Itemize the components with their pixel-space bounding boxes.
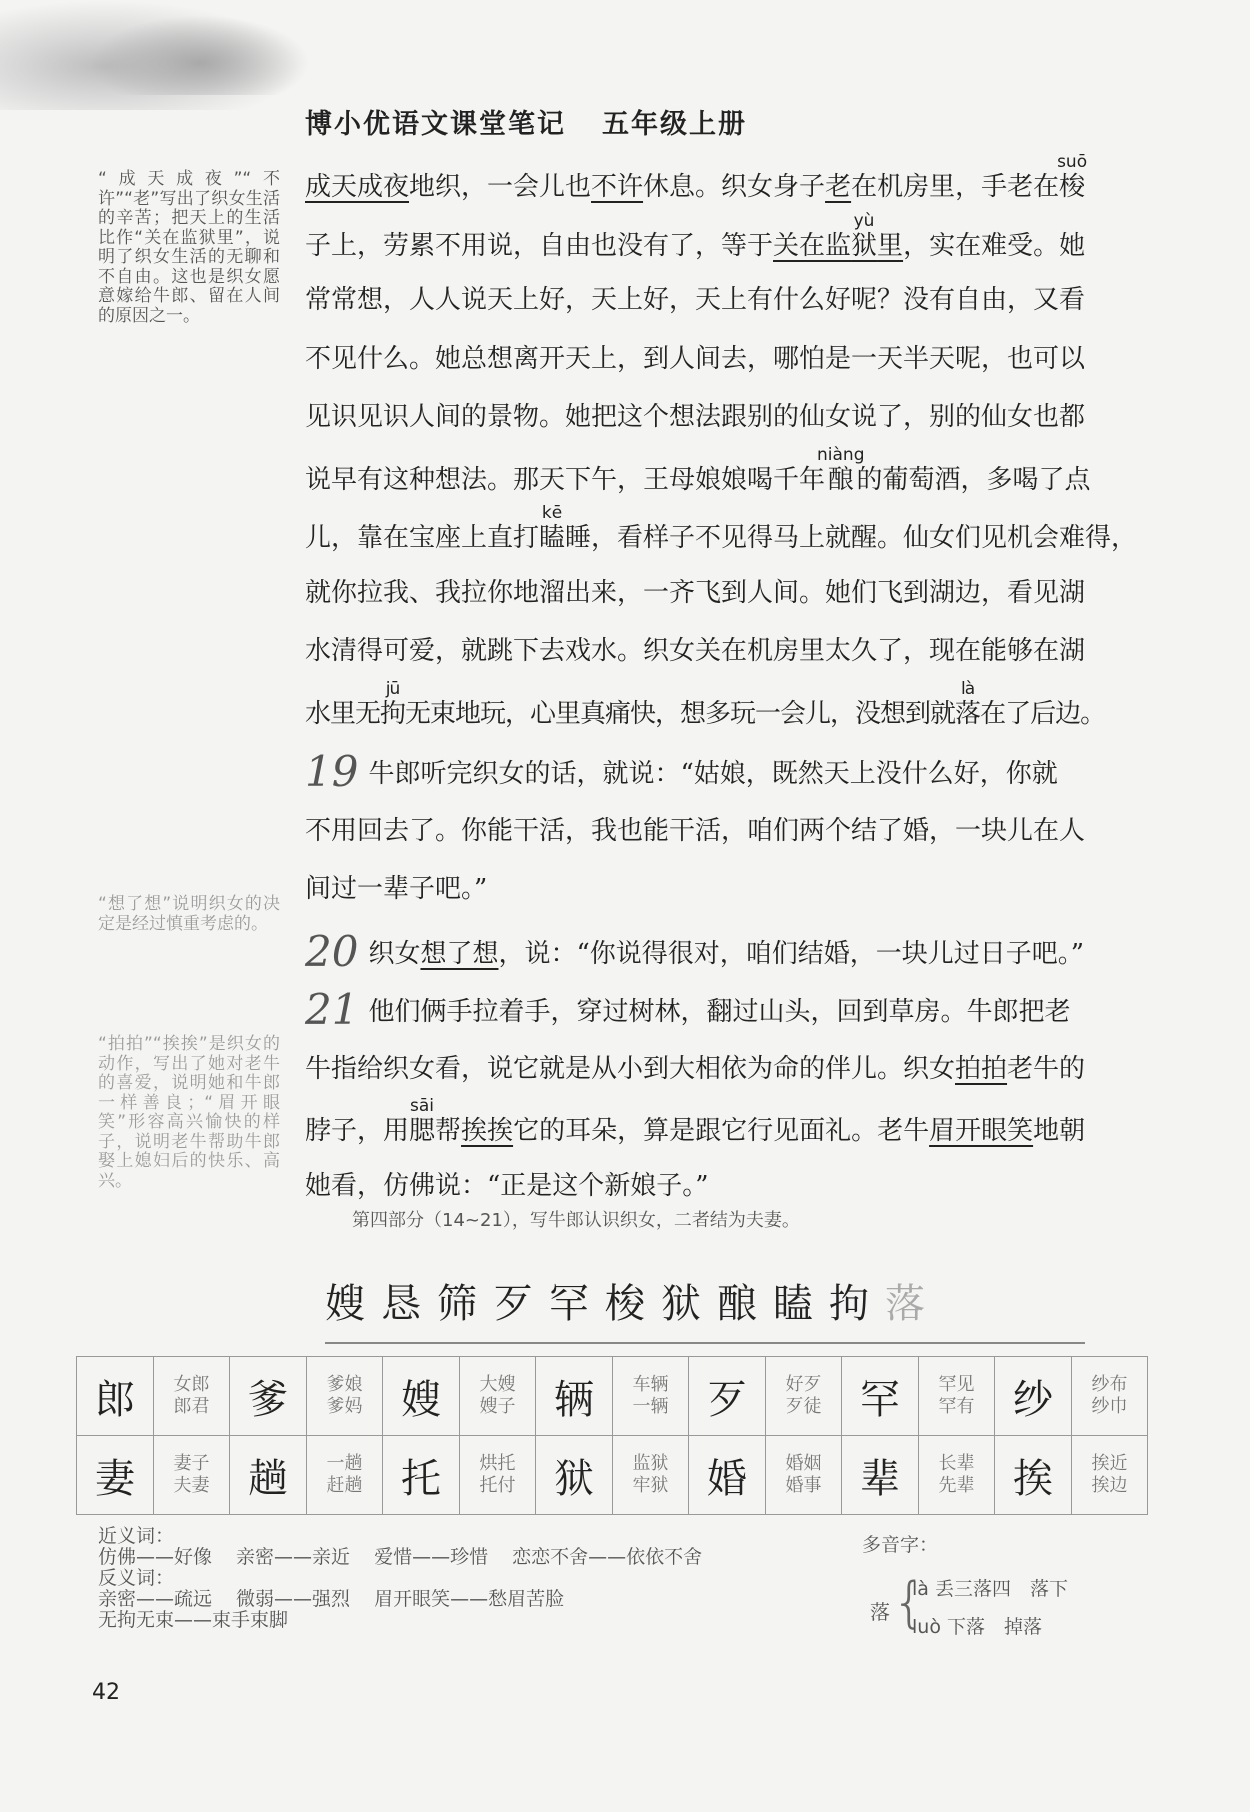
- grid-words: 车辆 一辆: [613, 1357, 689, 1436]
- antonym-list: 无拘无束——束手束脚: [98, 1609, 289, 1631]
- grid-char: 纱: [995, 1357, 1072, 1436]
- text-line: 见识见识人间的景物。她把这个想法跟别的仙女说了，别的仙女也都: [305, 402, 1086, 432]
- text-run: 它的耳朵，算是跟它行见面礼。老牛: [513, 1116, 930, 1146]
- text-line: 她看，仿佛说：“正是这个新娘子。”: [305, 1170, 709, 1201]
- text-line: [305, 444, 1145, 506]
- synonym-list: 仿佛——好像 亲密——亲近 爱惜——珍惜 恋恋不舍——依依不舍: [98, 1546, 703, 1568]
- text-run: 说早有这种想法。那天下午，王母娘娘喝千年: [305, 464, 826, 495]
- text-run: 睡，看样子不见得马上就醒。仙女们见机会难得，: [565, 523, 1138, 553]
- text-line: [305, 1098, 1145, 1157]
- paragraph-number: 21: [305, 985, 359, 1034]
- pinyin-char: 梭suō: [1057, 152, 1088, 202]
- paragraph-20: [305, 923, 1145, 982]
- text-run: 儿，靠在宝座上直打: [305, 523, 540, 553]
- grid-char: 狱: [536, 1436, 613, 1515]
- grid-char: 妻: [77, 1436, 154, 1515]
- synonym-title: 近义词：: [98, 1525, 175, 1547]
- antonym-title: 反义词：: [98, 1567, 175, 1589]
- char: 酿: [717, 1281, 773, 1327]
- text-run: 地织，一会儿也: [409, 172, 592, 202]
- grid-words: 监狱 牢狱: [613, 1436, 689, 1515]
- section-summary: 第四部分（14~21），写牛郎认识织女，二者结为夫妻。: [352, 1210, 800, 1231]
- text-run: 休息。织女身子: [643, 172, 826, 202]
- grid-words: 好歹 歹徒: [766, 1357, 842, 1436]
- text-line: [305, 678, 1145, 740]
- text-run: 牛郎听完织女的话，就说：“姑娘，既然天上没什么好，你就: [368, 759, 1058, 789]
- grid-row: [77, 1357, 1148, 1436]
- text-run: 无束地玩，心里真痛快，想多玩一会儿，没想到就: [405, 698, 956, 729]
- text-run: 老牛的: [1007, 1053, 1086, 1084]
- pinyin-char: 腮sāi: [409, 1096, 436, 1146]
- text-line: [305, 505, 1145, 564]
- grid-words: 纱布 纱巾: [1072, 1357, 1148, 1436]
- pinyin-char: 瞌kē: [539, 503, 566, 553]
- char: 罕: [549, 1281, 605, 1327]
- grid-char: 歹: [689, 1357, 766, 1436]
- text-run: ，说：“你说得很对，咱们结婚，一块儿过日子吧。”: [498, 938, 1085, 969]
- text-line: [305, 1040, 1145, 1099]
- grid-char: 嫂: [383, 1357, 460, 1436]
- char: 落: [885, 1281, 941, 1327]
- grid-words: 长辈 先辈: [919, 1436, 995, 1515]
- book-title: 博小优语文课堂笔记: [305, 109, 566, 140]
- text-line: 就你拉我、我拉你地溜出来，一齐飞到人间。她们飞到湖边，看见湖: [305, 577, 1086, 608]
- grid-char: 罕: [842, 1357, 919, 1436]
- pinyin-char: 落là: [955, 678, 981, 729]
- text-line: 间过一辈子吧。”: [305, 874, 488, 904]
- text-run: 在机房里，手老在: [851, 172, 1060, 202]
- grid-words: 妻子 夫妻: [154, 1436, 230, 1515]
- char: 歹: [493, 1281, 549, 1327]
- paragraph-19: [305, 743, 1145, 802]
- new-characters-row: [325, 1272, 1085, 1344]
- polyphone-reading: luò 下落 掉落: [912, 1616, 1042, 1638]
- grid-words: 大嫂 嫂子: [460, 1357, 536, 1436]
- grid-char: 辆: [536, 1357, 613, 1436]
- text-run: ，实在难受。她: [903, 230, 1086, 261]
- pinyin-char: 酿niàng: [817, 444, 865, 495]
- underlined-phrase: 成天成夜: [305, 172, 410, 202]
- character-grid: [76, 1356, 1148, 1515]
- char: 恳: [381, 1281, 437, 1327]
- char: 狱: [661, 1281, 717, 1327]
- polyphone-char: 落: [870, 1600, 890, 1624]
- grid-words: 爹娘 爹妈: [307, 1357, 383, 1436]
- underlined-phrase: 挨挨: [461, 1116, 514, 1146]
- grid-char: 郎: [77, 1357, 154, 1436]
- text-run: 他们俩手拉着手，穿过树林，翻过山头，回到草房。牛郎把老: [368, 997, 1071, 1027]
- grid-words: 烘托 托付: [460, 1436, 536, 1515]
- text-run: 脖子，用: [305, 1116, 410, 1146]
- mountain-mist-decoration: [90, 15, 310, 95]
- grid-words: 挨近 挨边: [1072, 1436, 1148, 1515]
- text-line: 不见什么。她总想离开天上，到人间去，哪怕是一天半天呢，也可以: [305, 343, 1086, 374]
- char: 瞌: [773, 1281, 829, 1327]
- underlined-phrase: 想了想: [420, 938, 499, 969]
- page-number: 42: [92, 1680, 120, 1705]
- char: 筛: [437, 1281, 493, 1327]
- char: 梭: [605, 1281, 661, 1327]
- text-run: 水里无: [305, 698, 381, 729]
- text-line: 常常想，人人说天上好，天上好，天上有什么好呢？没有自由，又看: [305, 285, 1086, 315]
- text-run: 牛指给织女看，说它就是从小到大相依为命的伴儿。织女: [305, 1053, 956, 1084]
- underlined-phrase: 老: [825, 172, 852, 202]
- text-run: 地朝: [1033, 1116, 1086, 1146]
- grade-label: 五年级上册: [602, 109, 747, 140]
- underlined-phrase: 关在监狱yù里: [773, 210, 904, 261]
- story-text: [305, 154, 1145, 1215]
- vocabulary-section: [98, 1526, 702, 1631]
- antonym-list: 亲密——疏远 微弱——强烈 眉开眼笑——愁眉苦脸: [98, 1588, 565, 1610]
- brace-icon: {: [892, 1571, 927, 1634]
- sidenote-1: “成天成夜”“不许”“老”写出了织女生活的辛苦；把天上的生活比作“关在监狱里”，说明了织女生活的无聊和不自由。这也是织女愿意嫁给牛郎、留在人间的原因之一。: [98, 169, 280, 326]
- text-line: [305, 154, 1145, 213]
- paragraph-number: 20: [305, 926, 359, 976]
- text-line: 水清得可爱，就跳下去戏水。织女关在机房里太久了，现在能够在湖: [305, 636, 1086, 666]
- polyphone-reading: là 丢三落四 落下: [912, 1578, 1068, 1600]
- text-run: 帮: [435, 1116, 462, 1146]
- underlined-phrase: 拍拍: [955, 1053, 1008, 1084]
- grid-char: 趟: [230, 1436, 307, 1515]
- page-header: [305, 102, 747, 141]
- grid-row: [77, 1436, 1148, 1515]
- char: 拘: [829, 1281, 885, 1327]
- text-line: [305, 210, 1145, 272]
- sidenote-2: “想了想”说明织女的决定是经过慎重考虑的。: [98, 894, 280, 934]
- grid-char: 辈: [842, 1436, 919, 1515]
- text-run: 的葡萄酒，多喝了点: [856, 464, 1091, 495]
- polyphone-title: 多音字：: [862, 1534, 939, 1556]
- text-line: 不用回去了。你能干活，我也能干活，咱们两个结了婚，一块儿在人: [305, 815, 1086, 846]
- grid-words: 一趟 赶趟: [307, 1436, 383, 1515]
- grid-char: 托: [383, 1436, 460, 1515]
- char: 嫂: [325, 1281, 381, 1327]
- paragraph-number: 19: [305, 747, 359, 796]
- grid-words: 罕见 罕有: [919, 1357, 995, 1436]
- grid-char: 婚: [689, 1436, 766, 1515]
- pinyin-char: 拘jū: [380, 678, 406, 729]
- grid-words: 婚姻 婚事: [766, 1436, 842, 1515]
- underlined-phrase: 眉开眼笑: [929, 1116, 1034, 1146]
- grid-char: 爹: [230, 1357, 307, 1436]
- underlined-phrase: 不许: [591, 172, 644, 202]
- grid-words: 女郎 郎君: [154, 1357, 230, 1436]
- text-run: 子上，劳累不用说，自由也没有了，等于: [305, 230, 774, 261]
- paragraph-21: [305, 981, 1145, 1040]
- sidenote-3: “拍拍”“挨挨”是织女的动作，写出了她对老牛的喜爱，说明她和牛郎一样善良；“眉开眼笑”形容高兴愉快的样子，说明老牛帮助牛郎娶上媳妇后的快乐、高兴。: [98, 1034, 280, 1191]
- text-run: 织女: [368, 938, 421, 969]
- grid-char: 挨: [995, 1436, 1072, 1515]
- text-run: 在了后边。: [980, 698, 1106, 729]
